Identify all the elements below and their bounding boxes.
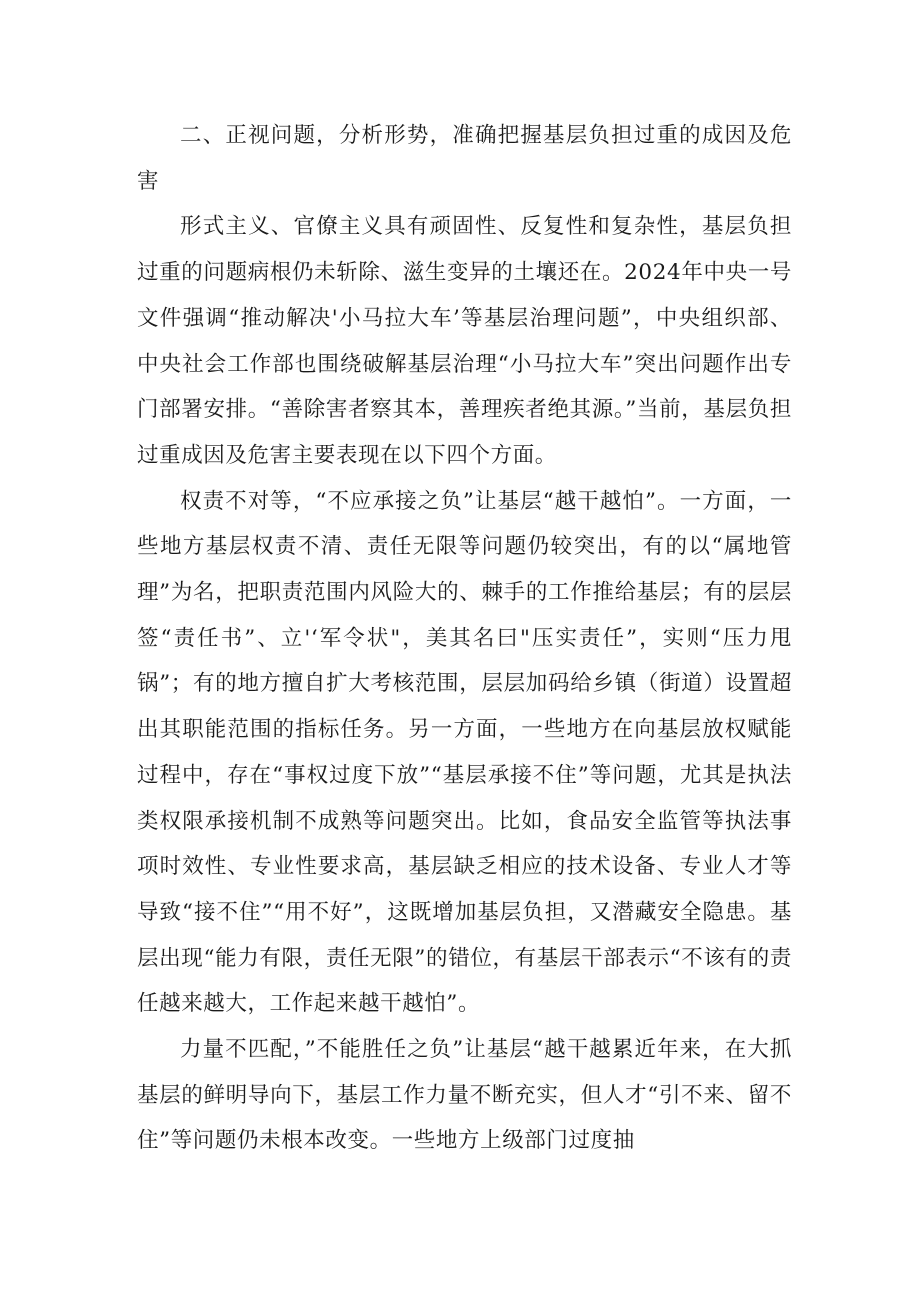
- section-heading: 二、正视问题，分析形势，准确把握基层负担过重的成因及危害: [137, 123, 792, 194]
- body-paragraph-2: 权责不对等，“不应承接之负”让基层“越干越怕”。一方面，一些地方基层权责不清、责任无限等问题仍较突出，有的以“属地管理”为名，把职责范围内风险大的、棘手的工作推给基层；有的层层签“责任书”、立'‘军令状"，美其名曰"压实责任”，实则“压力甩锅”；有的地方擅自扩大考核范围，层层加码给乡镇（街道）设置超出其职能范围的指标任务。另一方面，一些地方在向基层放权赋能过程中，存在“事权过度下放”“基层承接不住”等问题，尤其是执法类权限承接机制不成熟等问题突出。比如，食品安全监管等执法事项时效性、专业性要求高，基层缺乏相应的技术设备、专业人才等导致“接不住”“用不好”，这既增加基层负担，又潜藏安全隐患。基层出现“能力有限，责任无限”的错位，有基层干部表示“不该有的责任越来越大，工作起来越干越怕”。: [137, 488, 792, 1017]
- body-paragraph-1: 形式主义、官僚主义具有顽固性、反复性和复杂性，基层负担过重的问题病根仍未斩除、滋生变异的土壤还在。2024年中央一号文件强调“推动解决'小马拉大车’等基层治理问题”，中央组织部、中央社会工作部也围绕破解基层治理“小马拉大车”突出问题作出专门部署安排。“善除害者察其本，善理疾者绝其源。”当前，基层负担过重成因及危害主要表现在以下四个方面。: [137, 214, 792, 468]
- body-paragraph-3: 力量不匹配，”不能胜任之负”让基层“越干越累近年来，在大抓基层的鲜明导向下，基层工作力量不断充实，但人才“引不来、留不住”等问题仍未根本改变。一些地方上级部门过度抽: [137, 1037, 792, 1154]
